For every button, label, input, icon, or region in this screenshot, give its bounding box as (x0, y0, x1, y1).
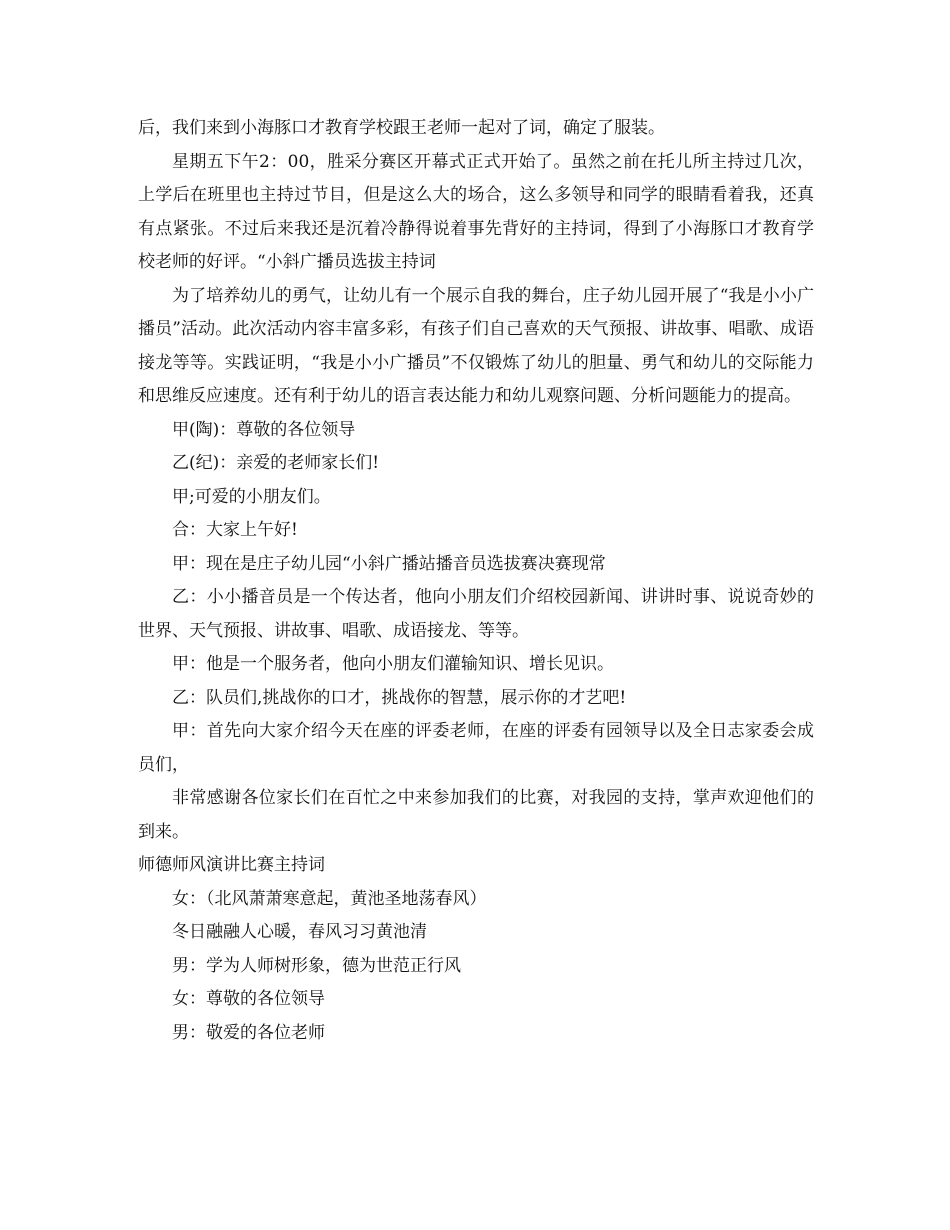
paragraph-15: 女：（北风萧萧寒意起，黄池圣地荡春风） (172, 888, 487, 909)
paragraph-10: 甲：他是一个服务者，他向小朋友们灌输知识、增长见识。 (172, 654, 614, 674)
paragraph-6: 甲;可爱的小朋友们。 (172, 486, 331, 507)
paragraph-18: 女：尊敬的各位领导 (172, 989, 325, 1009)
paragraph-19: 男：敬爱的各位老师 (172, 1022, 325, 1043)
paragraph-2: 星期五下午2：00，胜采分赛区开幕式正式开始了。虽然之前在托儿所主持过几次，上学后在班里也主持过节目，但是这么大的场合，这么多领导和同学的眼睛看着我，还真有点紧张。不过后来我还是沉着冷静得说着事先背好的主持词，得到了小海豚口才教育学校老师的好评。“小斜广播员选拔主持词 (138, 151, 814, 272)
paragraph-8: 甲：现在是庄子幼儿园“小斜广播站播音员选拔赛决赛现常 (172, 553, 606, 574)
paragraph-12: 甲：首先向大家介绍今天在座的评委老师，在座的评委有园领导以及全日志家委会成员们， (138, 721, 814, 775)
paragraph-17: 男：学为人师树形象，德为世范正行风 (172, 955, 461, 976)
paragraph-16: 冬日融融人心暖，春风习习黄池清 (172, 922, 427, 942)
paragraph-5: 乙(纪)：亲爱的老师家长们! (172, 453, 380, 473)
section-heading: 师德师风演讲比赛主持词 (138, 855, 325, 875)
paragraph-13: 非常感谢各位家长们在百忙之中来参加我们的比赛，对我园的支持，掌声欢迎他们的到来。 (138, 788, 814, 842)
paragraph-3: 为了培养幼儿的勇气，让幼儿有一个展示自我的舞台，庄子幼儿园开展了“我是小小广播员”活动。此次活动内容丰富多彩，有孩子们自己喜欢的天气预报、讲故事、唱歌、成语接龙等等。实践证明，“我是小小广播员”不仅锻炼了幼儿的胆量、勇气和幼儿的交际能力和思维反应速度。还有利于幼儿的语言表达能力和幼儿观察问题、分析问题能力的提高。 (138, 285, 814, 406)
paragraph-9: 乙：小小播音员是一个传达者，他向小朋友们介绍校园新闻、讲讲时事、说说奇妙的世界、天气预报、讲故事、唱歌、成语接龙、等等。 (138, 587, 814, 641)
paragraph-4: 甲(陶)：尊敬的各位领导 (172, 419, 356, 440)
document-page (138, 112, 814, 1050)
paragraph-7: 合：大家上午好! (172, 520, 298, 540)
paragraph-11: 乙：队员们,挑战你的口才，挑战你的智慧，展示你的才艺吧! (172, 687, 627, 708)
paragraph-1: 后，我们来到小海豚口才教育学校跟王老师一起对了词，确定了服装。 (138, 118, 665, 138)
